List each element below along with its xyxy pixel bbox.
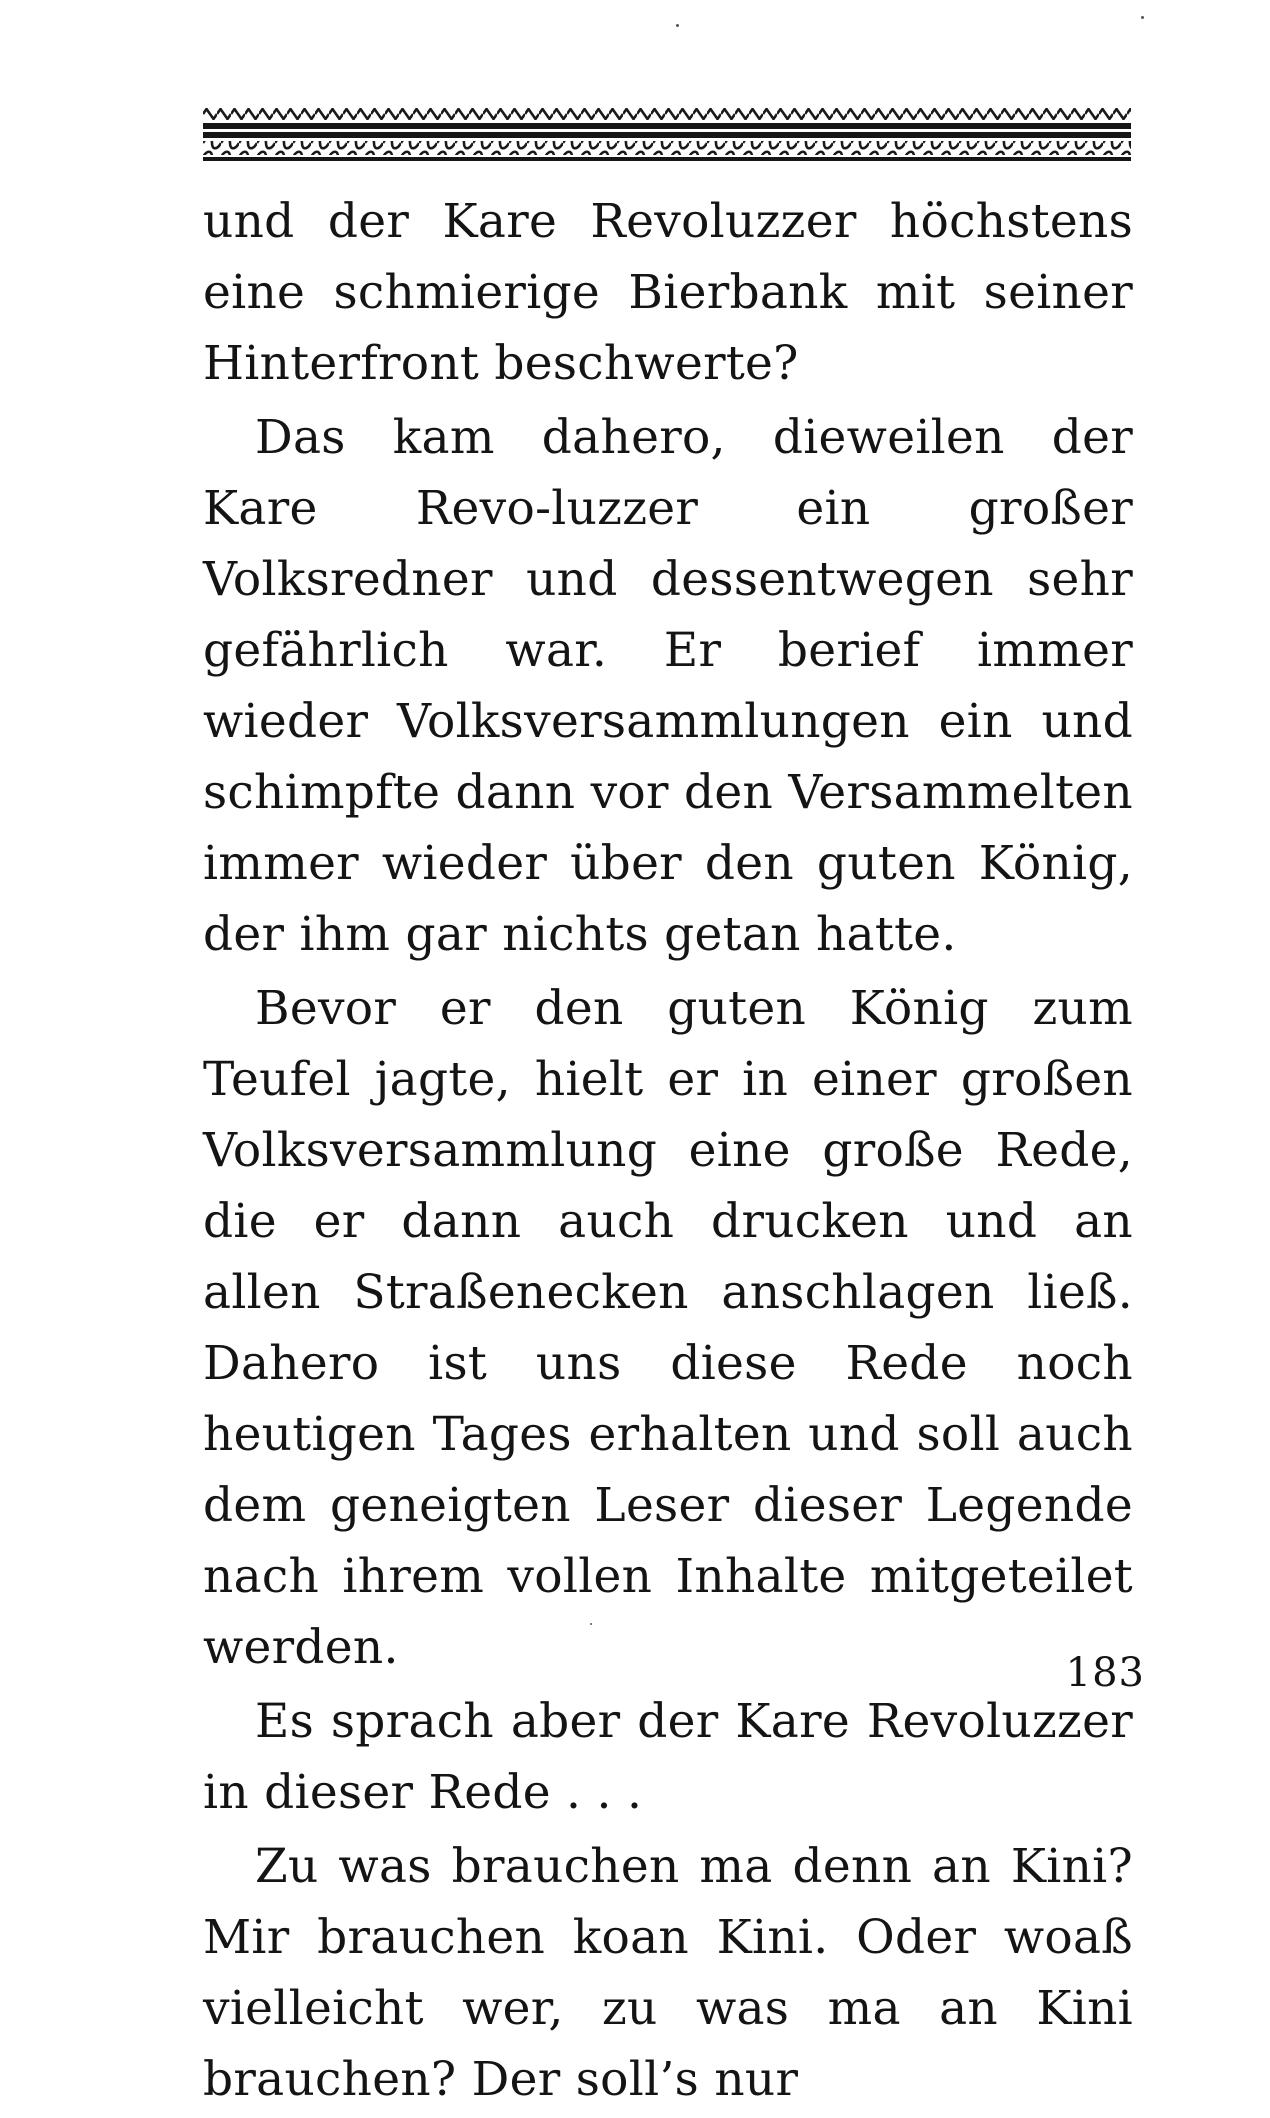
scan-speck xyxy=(676,24,679,27)
paragraph: Das kam dahero, dieweilen der Kare Revo-luzzer ein großer Volksredner und dessentwegen sehr gefährlich war. Er berief immer wieder Volksversammlungen ein und schimpfte dann vor den Versammelten immer wieder über den guten König, der ihm gar nichts getan hatte. xyxy=(203,410,1133,962)
page-number: 183 xyxy=(1065,1650,1145,1696)
decorative-header-rule xyxy=(203,108,1131,164)
scan-speck xyxy=(1141,16,1144,19)
paragraph: Bevor er den guten König zum Teufel jagte, hielt er in einer großen Volksversammlung eine große Rede, die er dann auch drucken und an allen Straßenecken anschlagen ließ. Dahero ist uns diese Rede noch heutigen Tages erhalten und soll auch dem geneigten Leser dieser Legende nach ihrem vollen Inhalte mitgeteilet werden. xyxy=(203,981,1133,1675)
paragraph-continuation: und der Kare Revoluzzer höchstens eine schmierige Bierbank mit seiner Hinterfront beschwerte? xyxy=(203,194,1133,391)
paragraph-speech: Zu was brauchen ma denn an Kini? Mir brauchen koan Kini. Oder woaß vielleicht wer, zu was ma an Kini brauchen? Der soll’s nur xyxy=(203,1839,1133,2107)
body-text xyxy=(203,186,1133,2118)
paragraph: Es sprach aber der Kare Revoluzzer in dieser Rede . . . xyxy=(203,1694,1133,1820)
